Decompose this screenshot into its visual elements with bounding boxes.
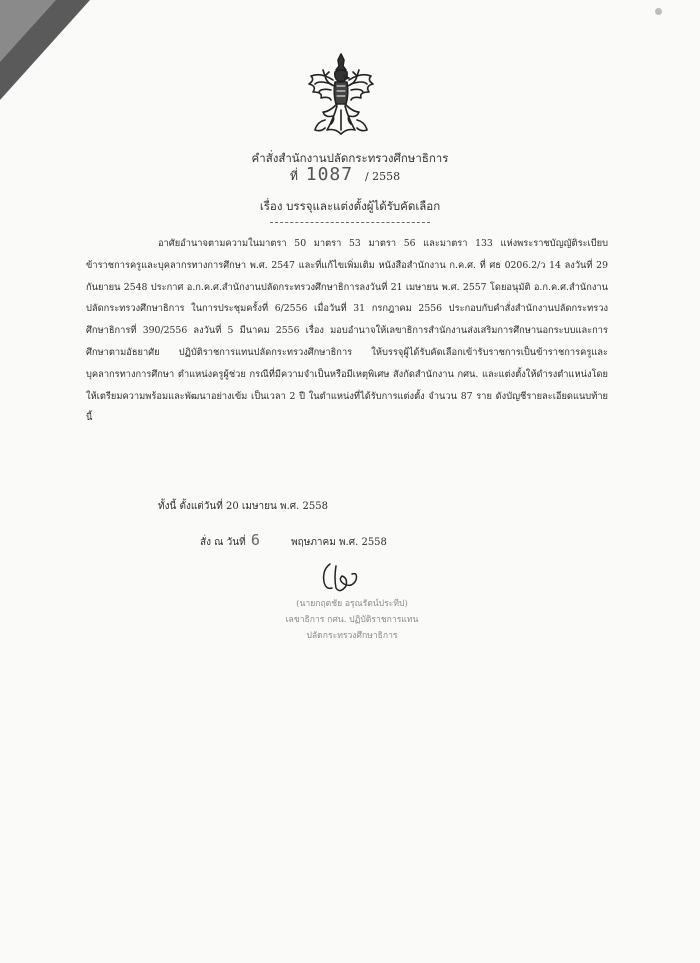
order-number: 1087	[305, 164, 354, 185]
handwritten-signature	[312, 558, 372, 596]
signature-block	[272, 596, 432, 644]
signer-name: (นายกฤตชัย อรุณรัตน์ประทีป)	[296, 599, 408, 609]
body-paragraph: อาศัยอำนาจตามความในมาตรา 50 มาตรา 53 มาตรา 56 และมาตรา 133 แห่งพระราชบัญญัติระเบียบข้าราชการครูและบุคลากรทางการศึกษา พ.ศ. 2547 และที่แก้ไขเพิ่มเติม หนังสือสำนักงาน ก.ค.ศ. ที่ ศธ 0206.2/ว 14 ลงวันที่ 29 กันยายน 2548 ประกาศ อ.ก.ค.ศ.สำนักงานปลัดกระทรวงศึกษาธิการลงวันที่ 21 เมษายน พ.ศ. 2557 โดยอนุมัติ อ.ก.ค.ศ.สำนักงานปลัดกระทรวงศึกษาธิการ ในการประชุมครั้งที่ 6/2556 เมื่อวันที่ 31 กรกฎาคม 2556 ประกอบกับคำสั่งสำนักงานปลัดกระทรวงศึกษาธิการที่ 390/2556 ลงวันที่ 5 มีนาคม 2556 เรื่อง มอบอำนาจให้เลขาธิการสำนักงานส่งเสริมการศึกษานอกระบบและการศึกษาตามอัธยาศัย ปฏิบัติราชการแทนปลัดกระทรวงศึกษาธิการ ให้บรรจุผู้ได้รับคัดเลือกเข้ารับราชการเป็นข้าราชการครูและบุคลากรทางการศึกษา ตำแหน่งครูผู้ช่วย กรณีที่มีความจำเป็นหรือมีเหตุพิเศษ สังกัดสำนักงาน กศน. และแต่งตั้งให้ดำรงตำแหน่งโดยให้เตรียมความพร้อมและพัฒนาอย่างเข้ม เป็นเวลา 2 ปี ในตำแหน่งที่ได้รับการแต่งตั้ง จำนวน 87 ราย ดังบัญชีรายละเอียดแนบท้ายนี้	[86, 238, 608, 424]
order-day: 6	[250, 531, 260, 549]
order-date-prefix: สั่ง ณ วันที่	[200, 537, 246, 548]
document-subject: เรื่อง บรรจุและแต่งตั้งผู้ได้รับคัดเลือก	[259, 199, 441, 213]
signer-position-line-2: ปลัดกระทรวงศึกษาธิการ	[306, 631, 398, 641]
document-title: คำสั่งสำนักงานปลัดกระทรวงศึกษาธิการ	[251, 151, 449, 165]
document-body	[86, 233, 608, 429]
order-date-line	[200, 531, 387, 550]
order-number-row	[290, 164, 400, 186]
folded-corner-highlight	[0, 0, 56, 62]
effective-date-line: ทั้งนี้ ตั้งแต่วันที่ 20 เมษายน พ.ศ. 2558	[158, 501, 328, 512]
garuda-emblem-icon	[303, 50, 379, 138]
order-number-prefix: ที่	[290, 169, 298, 183]
subject-divider	[270, 222, 430, 223]
order-month-year: พฤษภาคม พ.ศ. 2558	[291, 537, 387, 548]
signer-position-line-1: เลขาธิการ กศน. ปฏิบัติราชการแทน	[285, 615, 419, 625]
order-number-year: / 2558	[364, 170, 401, 183]
scan-mark	[655, 8, 662, 15]
